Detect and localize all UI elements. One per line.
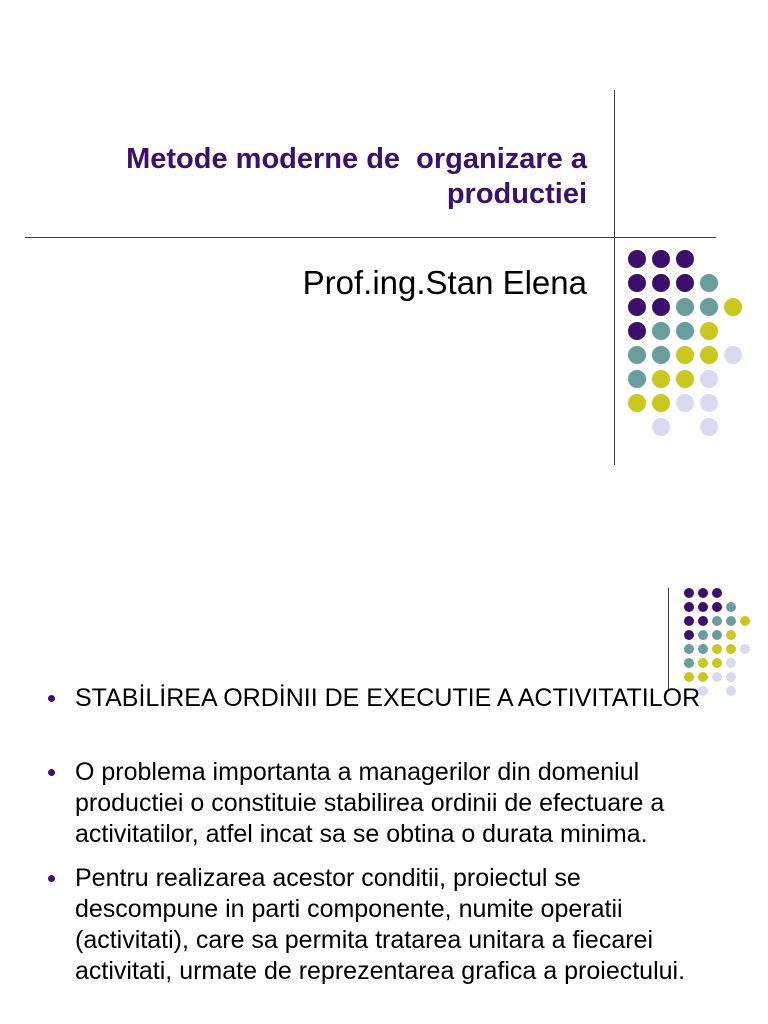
decor-dot (700, 346, 718, 364)
decor-dot (684, 658, 694, 668)
decor-dot (698, 672, 708, 682)
decor-dot (726, 602, 736, 612)
decor-dot (700, 274, 718, 292)
bullet-text-line: descompune in parti componente, numite operatii (75, 895, 623, 923)
decor-dot (700, 418, 718, 436)
decor-dot (740, 616, 750, 626)
decor-dot (700, 370, 718, 388)
decor-dot (684, 672, 694, 682)
decor-dot (698, 630, 708, 640)
decor-dot (724, 298, 742, 316)
vertical-divider (614, 90, 615, 465)
content-slide (0, 512, 768, 1024)
bullet-marker (48, 875, 55, 882)
decor-dot (684, 602, 694, 612)
decor-dot (652, 394, 670, 412)
decor-dot (700, 298, 718, 316)
bullet-text-line: (activitati), care sa permita tratarea unitara a fiecarei (75, 926, 654, 954)
decor-dot (652, 250, 670, 268)
bullet-text-line: activitatilor, atfel incat sa se obtina o durata minima. (75, 820, 648, 848)
decor-dot (712, 658, 722, 668)
decor-dot (628, 394, 646, 412)
decor-dot (698, 602, 708, 612)
decor-dot (676, 298, 694, 316)
bullet-item (75, 683, 700, 714)
decor-dot (712, 588, 722, 598)
decor-dot (684, 616, 694, 626)
bullet-text-line: STABİLİREA ORDİNII DE EXECUTIE A ACTIVITATILOR (75, 684, 701, 712)
decor-dot (628, 370, 646, 388)
bullet-item (75, 863, 685, 987)
decor-dot (698, 616, 708, 626)
decor-dot (652, 322, 670, 340)
bullet-marker (48, 769, 55, 776)
decor-dot (676, 274, 694, 292)
decor-dot (628, 346, 646, 364)
decor-dot (652, 298, 670, 316)
decor-dot (652, 346, 670, 364)
decor-dot (698, 644, 708, 654)
slide-title-line: Metode moderne de organizare a (126, 143, 587, 175)
slide-title-line: productiei (446, 178, 587, 210)
slide-title (60, 142, 587, 212)
decor-dot (724, 346, 742, 364)
decor-dot (712, 602, 722, 612)
vertical-divider (668, 588, 669, 690)
decor-dot (628, 274, 646, 292)
bullet-text-line: activitati, urmate de reprezentarea grafica a proiectului. (75, 957, 686, 985)
decor-dot (684, 588, 694, 598)
decor-dot (700, 394, 718, 412)
decor-dot (712, 616, 722, 626)
decor-dot (676, 394, 694, 412)
decor-dot (698, 658, 708, 668)
decor-dot (652, 370, 670, 388)
decor-dot (712, 630, 722, 640)
decor-dot (628, 322, 646, 340)
decor-dot (676, 370, 694, 388)
decor-dot (726, 644, 736, 654)
decor-dot (684, 644, 694, 654)
decor-dot (652, 418, 670, 436)
decor-dot (726, 616, 736, 626)
decor-dot (676, 346, 694, 364)
bullet-marker (48, 695, 55, 702)
bullet-text-line: productiei o constituie stabilirea ordinii de efectuare a (75, 789, 665, 817)
bullet-item (75, 757, 664, 850)
decor-dot (712, 644, 722, 654)
decor-dot (628, 298, 646, 316)
decor-dot (726, 658, 736, 668)
slide-subtitle-author: Prof.ing.Stan Elena (302, 264, 587, 301)
decor-dot (652, 274, 670, 292)
decor-dot (676, 322, 694, 340)
decor-dot (726, 630, 736, 640)
decor-dot (700, 322, 718, 340)
decor-dot (712, 672, 722, 682)
horizontal-divider (25, 237, 716, 238)
decor-dot (740, 644, 750, 654)
decor-dot (628, 250, 646, 268)
decor-dot (726, 672, 736, 682)
decor-dot (684, 630, 694, 640)
bullet-text-line: O problema importanta a managerilor din domeniul (75, 758, 640, 786)
decor-dot (676, 250, 694, 268)
bullet-text-line: Pentru realizarea acestor conditii, proiectul se (75, 864, 581, 892)
decor-dot (726, 686, 736, 696)
decor-dot (698, 588, 708, 598)
